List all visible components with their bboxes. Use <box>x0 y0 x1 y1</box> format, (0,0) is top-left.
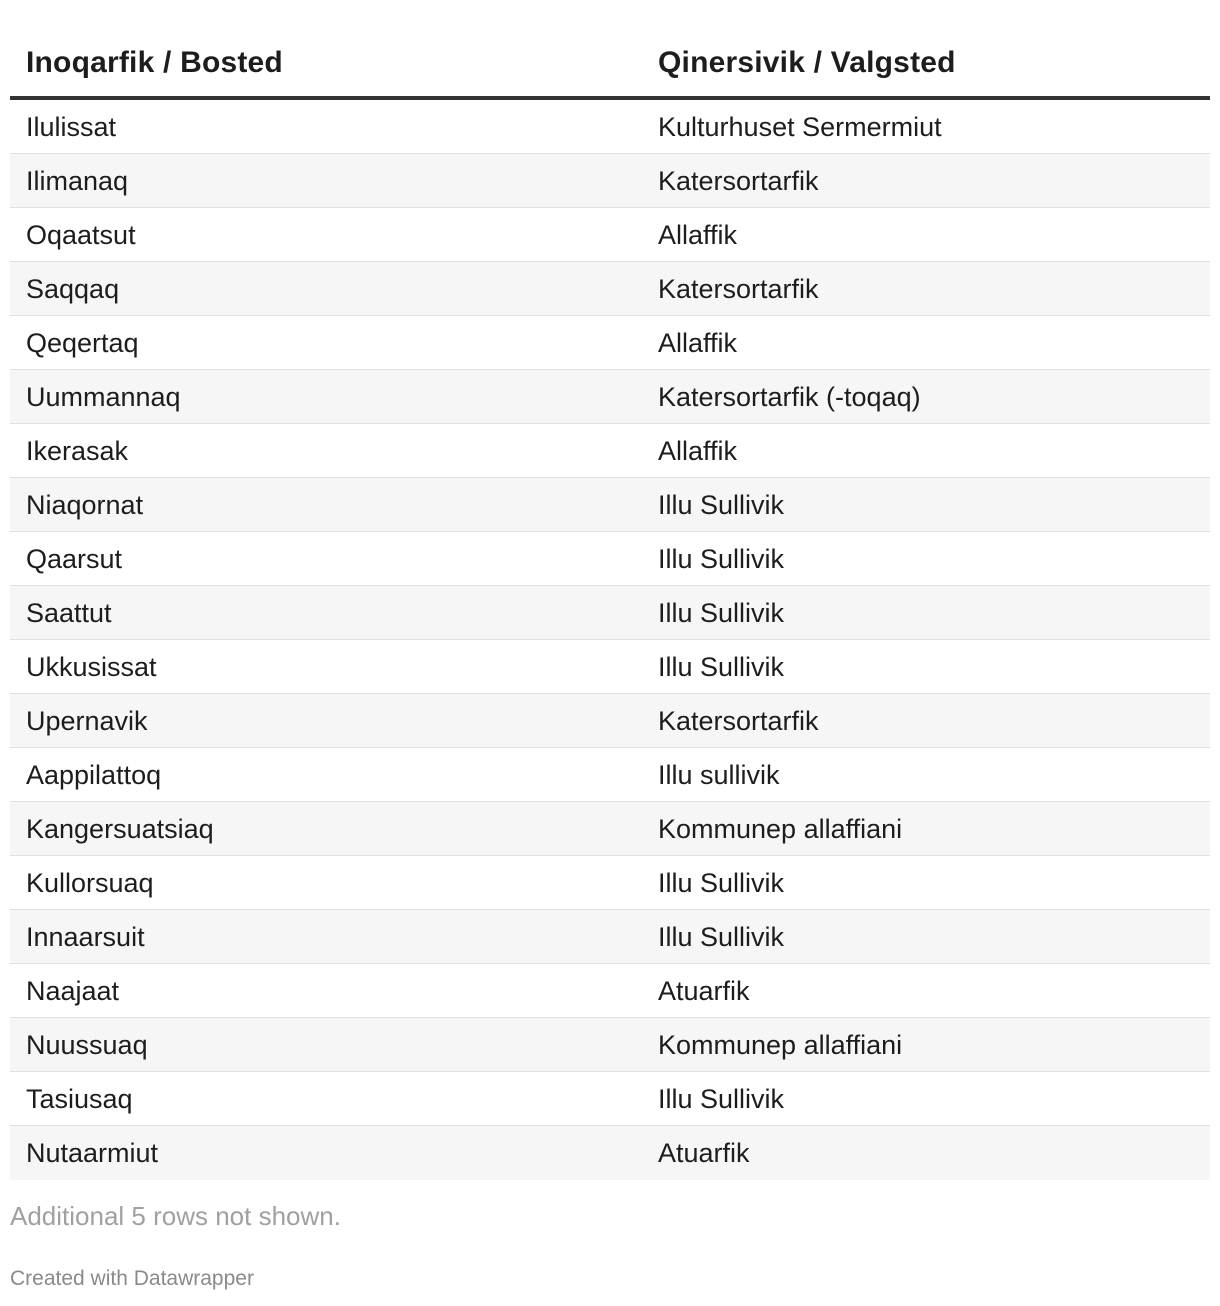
table-row <box>10 316 1210 370</box>
cell-valgsted: Kommunep allaffiani <box>658 813 903 844</box>
cell-valgsted: Illu Sullivik <box>658 651 785 682</box>
cell-valgsted: Atuarfik <box>658 1138 750 1168</box>
table-row <box>10 1018 1210 1072</box>
table-header <box>10 0 1210 100</box>
cell-bosted: Qeqertaq <box>26 327 139 358</box>
cell-bosted: Kullorsuaq <box>26 867 154 898</box>
cell-valgsted: Allaffik <box>658 327 738 358</box>
table-row <box>10 370 1210 424</box>
table-row <box>10 424 1210 478</box>
table-row <box>10 154 1210 208</box>
cell-bosted: Naajaat <box>26 975 120 1006</box>
cell-valgsted: Illu Sullivik <box>658 489 785 520</box>
cell-valgsted: Illu Sullivik <box>658 921 785 952</box>
cell-valgsted: Katersortarfik <box>658 273 819 304</box>
cell-bosted: Niaqornat <box>26 489 144 520</box>
table-row <box>10 1126 1210 1180</box>
cell-bosted: Ikerasak <box>26 435 129 466</box>
cell-valgsted: Allaffik <box>658 435 738 466</box>
table-body <box>10 100 1210 1180</box>
cell-bosted: Upernavik <box>26 705 148 736</box>
cell-bosted: Uummannaq <box>26 381 181 412</box>
cell-bosted: Aappilattoq <box>26 759 162 790</box>
table-row <box>10 910 1210 964</box>
table-row <box>10 856 1210 910</box>
cell-bosted: Ilulissat <box>26 111 117 142</box>
rows-not-shown-note: Additional 5 rows not shown. <box>10 1201 341 1231</box>
cell-valgsted: Katersortarfik (-toqaq) <box>658 381 921 412</box>
table-row <box>10 640 1210 694</box>
cell-valgsted: Allaffik <box>658 219 738 250</box>
table-row <box>10 100 1210 154</box>
column-header-valgsted[interactable]: Qinersivik / Valgsted <box>658 46 956 79</box>
cell-bosted: Nutaarmiut <box>26 1138 159 1168</box>
cell-bosted: Innaarsuit <box>26 921 145 952</box>
table-row <box>10 208 1210 262</box>
cell-bosted: Oqaatsut <box>26 219 136 250</box>
table-row <box>10 586 1210 640</box>
cell-bosted: Qaarsut <box>26 543 123 574</box>
cell-bosted: Ukkusissat <box>26 651 157 682</box>
table-row <box>10 478 1210 532</box>
cell-valgsted: Atuarfik <box>658 975 750 1006</box>
cell-bosted: Kangersuatsiaq <box>26 813 214 844</box>
datawrapper-table-container <box>10 0 1210 1292</box>
table-row <box>10 1072 1210 1126</box>
cell-valgsted: Illu Sullivik <box>658 1083 785 1114</box>
cell-bosted: Saqqaq <box>26 273 120 304</box>
cell-bosted: Saattut <box>26 597 112 628</box>
cell-valgsted: Illu Sullivik <box>658 867 785 898</box>
cell-bosted: Nuussuaq <box>26 1029 148 1060</box>
cell-bosted: Ilimanaq <box>26 165 129 196</box>
table-row <box>10 964 1210 1018</box>
cell-bosted: Tasiusaq <box>26 1083 133 1114</box>
cell-valgsted: Katersortarfik <box>658 705 819 736</box>
cell-valgsted: Kulturhuset Sermermiut <box>658 111 942 142</box>
table-row <box>10 802 1210 856</box>
cell-valgsted: Illu Sullivik <box>658 543 785 574</box>
cell-valgsted: Katersortarfik <box>658 165 819 196</box>
datawrapper-credit: Created with Datawrapper <box>10 1267 254 1290</box>
table-row <box>10 694 1210 748</box>
cell-valgsted: Kommunep allaffiani <box>658 1029 903 1060</box>
table-row <box>10 748 1210 802</box>
table-row <box>10 262 1210 316</box>
table-row <box>10 532 1210 586</box>
column-header-bosted[interactable]: Inoqarfik / Bosted <box>26 46 283 79</box>
cell-valgsted: Illu Sullivik <box>658 597 785 628</box>
cell-valgsted: Illu sullivik <box>658 759 780 790</box>
